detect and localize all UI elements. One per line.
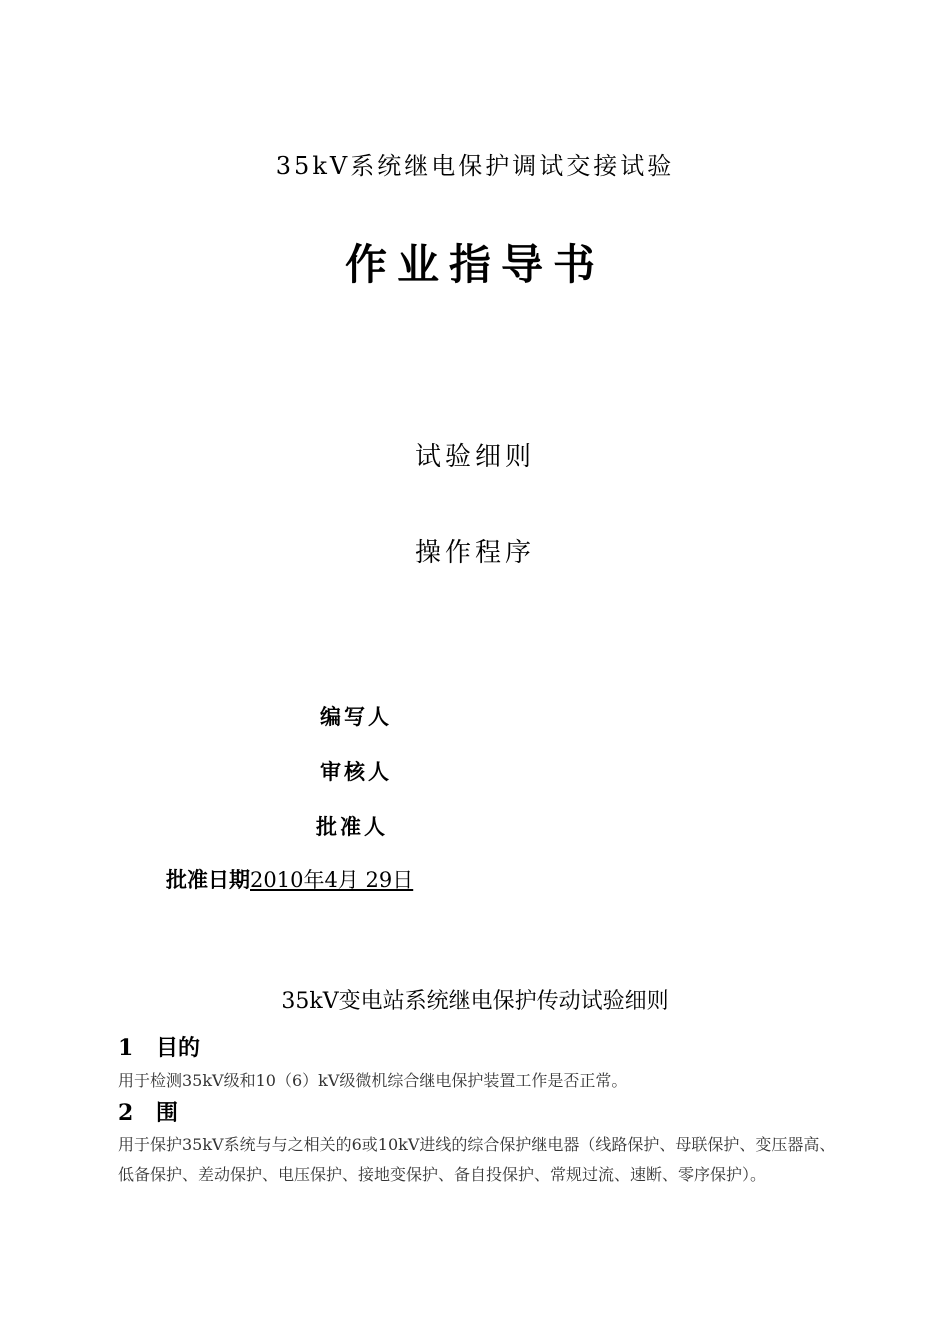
approval-date-value: 2010年4月 29日 (250, 868, 414, 892)
heading-number: 2 (118, 1100, 134, 1126)
signature-approver-label: 批准人 (316, 814, 388, 839)
signature-reviewer-label: 审核人 (320, 759, 392, 784)
heading-text: 目的 (156, 1035, 201, 1061)
approval-date (166, 864, 413, 894)
rules-label: 试验细则 (414, 442, 535, 472)
heading-number: 1 (118, 1035, 134, 1061)
section-heading (118, 1096, 178, 1127)
section-heading (118, 1031, 200, 1062)
approval-date-label: 批准日期 (166, 867, 250, 892)
document-subtitle: 作业指导书 (344, 240, 605, 289)
document-title: 35kV系统继电保护调试交接试验 (275, 152, 675, 180)
paragraph: 用于保护35kV系统与与之相关的6或10kV进线的综合保护继电器（线路保护、母联保护、变压器高、低备保护、差动保护、电压保护、接地变保护、备自投保护、常规过流、速断、零序保护）。 (118, 1135, 836, 1184)
procedure-label: 操作程序 (414, 538, 535, 568)
signature-author-label: 编写人 (320, 704, 392, 729)
section-title: 35kV变电站系统继电保护传动试验细则 (281, 989, 669, 1014)
heading-text: 围 (156, 1100, 179, 1126)
paragraph: 用于检测35kV级和10（6）kV级微机综合继电保护装置工作是否正常。 (118, 1071, 628, 1090)
